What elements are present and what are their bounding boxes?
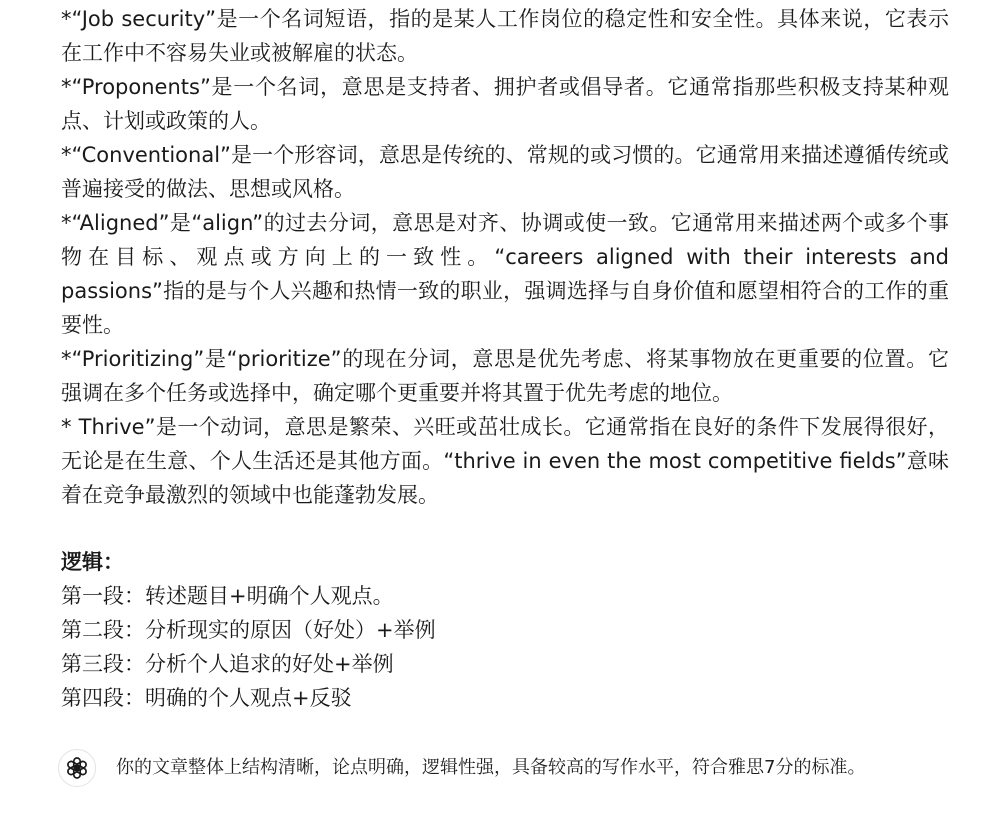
vocab-note-proponents: *“Proponents”是一个名词，意思是支持者、拥护者或倡导者。它通常指那些积极支持某种观点、计划或政策的人。 <box>61 75 949 133</box>
logic-paragraph-2: 第二段：分析现实的原因（好处）+举例 <box>61 618 436 642</box>
vocab-note-job-security: *“Job security”是一个名词短语，指的是某人工作岗位的稳定性和安全性。具体来说，它表示在工作中不容易失业或被解雇的状态。 <box>61 7 949 65</box>
logic-paragraph-1: 第一段：转述题目+明确个人观点。 <box>61 584 394 608</box>
assistant-reply-text: 你的文章整体上结构清晰，论点明确，逻辑性强，具备较高的写作水平，符合雅思7分的标准。 <box>116 757 866 778</box>
logic-paragraph-4: 第四段：明确的个人观点+反驳 <box>61 686 352 710</box>
logic-section <box>61 545 949 715</box>
vocabulary-notes <box>61 2 949 512</box>
logic-heading: 逻辑： <box>61 550 124 574</box>
openai-logo-icon <box>64 755 90 781</box>
vocab-note-prioritizing: *“Prioritizing”是“prioritize”的现在分词，意思是优先考虑、将某事物放在更重要的位置。它强调在多个任务或选择中，确定哪个更重要并将其置于优先考虑的地位。 <box>61 347 949 405</box>
vocab-note-aligned: *“Aligned”是“align”的过去分词，意思是对齐、协调或使一致。它通常用来描述两个或多个事物在目标、观点或方向上的一致性。“careers aligned with their interests and passions”指的是与个人兴趣和热情一致的职业，强调选择与自身价值和愿望相符合的工作的重要性。 <box>61 211 949 337</box>
vocab-note-conventional: *“Conventional”是一个形容词，意思是传统的、常规的或习惯的。它通常用来描述遵循传统或普遍接受的做法、思想或风格。 <box>61 143 949 201</box>
vocab-note-thrive: * Thrive”是一个动词，意思是繁荣、兴旺或茁壮成长。它通常指在良好的条件下发展得很好，无论是在生意、个人生活还是其他方面。“thrive in even the most competitive fields”意味着在竞争最激烈的领域中也能蓬勃发展。 <box>61 415 949 507</box>
assistant-reply <box>58 746 958 790</box>
assistant-avatar <box>58 749 96 787</box>
logic-paragraph-3: 第三段：分析个人追求的好处+举例 <box>61 652 394 676</box>
